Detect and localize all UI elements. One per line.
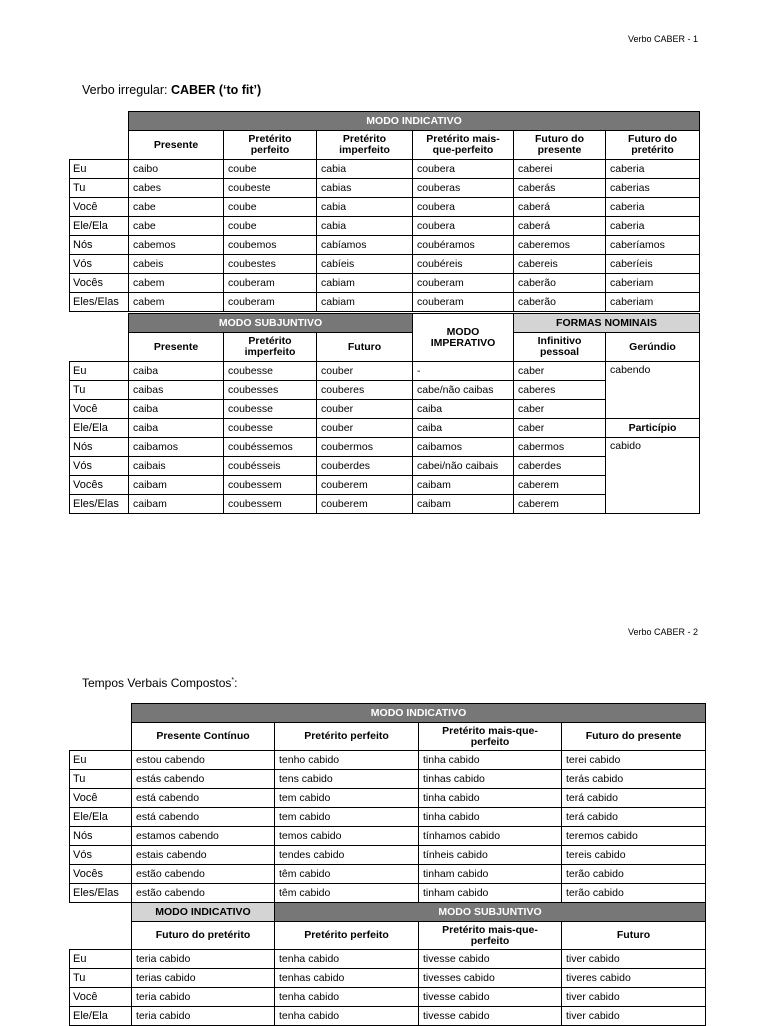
conjugation-cell: terão cabido xyxy=(562,884,706,903)
col-header: Pretérito imperfeito xyxy=(317,131,413,160)
person-label: Nós xyxy=(70,438,129,457)
conjugation-cell: coubéssemos xyxy=(224,438,317,457)
col-header: Pretérito mais-que-perfeito xyxy=(419,922,562,950)
modo-indicativo-header: MODO INDICATIVO xyxy=(129,112,700,131)
conjugation-cell: coubera xyxy=(413,160,514,179)
person-label: Eu xyxy=(70,751,132,770)
conjugation-cell: terá cabido xyxy=(562,808,706,827)
conjugation-cell: estais cabendo xyxy=(132,846,275,865)
conjugation-cell: tivesse cabido xyxy=(419,950,562,969)
conjugation-cell: teria cabido xyxy=(132,950,275,969)
conjugation-cell: caberemos xyxy=(514,236,606,255)
conjugation-cell: cabíeis xyxy=(317,255,413,274)
conjugation-cell: coubestes xyxy=(224,255,317,274)
col-header: Pretérito perfeito xyxy=(224,131,317,160)
col-header: Pretérito mais-que-perfeito xyxy=(413,131,514,160)
conjugation-cell: têm cabido xyxy=(275,884,419,903)
conjugation-cell: coube xyxy=(224,217,317,236)
conjugation-cell: terá cabido xyxy=(562,789,706,808)
conjugation-cell: tenha cabido xyxy=(275,988,419,1007)
col-header: Futuro xyxy=(317,333,413,362)
table-row xyxy=(70,789,706,808)
table-row xyxy=(70,770,706,789)
conjugation-cell: tenho cabido xyxy=(275,751,419,770)
conjugation-cell: cabermos xyxy=(514,438,606,457)
conjugation-cell: caibas xyxy=(129,381,224,400)
person-label: Tu xyxy=(70,179,129,198)
conjugation-cell: coubera xyxy=(413,217,514,236)
person-label: Você xyxy=(70,988,132,1007)
page-title-1 xyxy=(82,83,261,97)
table-row xyxy=(70,1007,706,1026)
conjugation-cell: caibais xyxy=(129,457,224,476)
conjugation-cell: têm cabido xyxy=(275,865,419,884)
person-label: Vocês xyxy=(70,476,129,495)
person-label: Tu xyxy=(70,770,132,789)
conjugation-cell: cabe/não caibas xyxy=(413,381,514,400)
conjugation-cell: - xyxy=(413,362,514,381)
person-label: Eles/Elas xyxy=(70,884,132,903)
conjugation-cell: coubesse xyxy=(224,400,317,419)
conjugation-cell: teria cabido xyxy=(132,1007,275,1026)
conjugation-cell: caberiam xyxy=(606,293,700,312)
conjugation-cell: caberes xyxy=(514,381,606,400)
conjugation-cell: caber xyxy=(514,400,606,419)
person-label: Vocês xyxy=(70,865,132,884)
conjugation-cell: coube xyxy=(224,160,317,179)
person-label: Vós xyxy=(70,457,129,476)
participio-value: cabido xyxy=(606,438,700,514)
conjugation-cell: tiver cabido xyxy=(562,1007,706,1026)
conjugation-cell: está cabendo xyxy=(132,808,275,827)
conjugation-cell: cabei/não caibais xyxy=(413,457,514,476)
conjugation-cell: cabereis xyxy=(514,255,606,274)
conjugation-cell: terei cabido xyxy=(562,751,706,770)
conjugation-cell: estou cabendo xyxy=(132,751,275,770)
modo-indicativo-header-2: MODO INDICATIVO xyxy=(132,903,275,922)
person-label: Tu xyxy=(70,381,129,400)
table-row xyxy=(70,438,700,457)
conjugation-cell: tiveres cabido xyxy=(562,969,706,988)
col-header: Futuro do pretérito xyxy=(132,922,275,950)
conjugation-cell: tinha cabido xyxy=(419,808,562,827)
conjugation-cell: tinha cabido xyxy=(419,789,562,808)
table-row xyxy=(70,198,700,217)
conjugation-cell: cabe xyxy=(129,217,224,236)
person-label: Ele/Ela xyxy=(70,217,129,236)
conjugation-cell: cabemos xyxy=(129,236,224,255)
conjugation-cell: cabiam xyxy=(317,293,413,312)
conjugation-cell: coubeste xyxy=(224,179,317,198)
heading-prefix: Verbo irregular: xyxy=(82,83,171,97)
person-label: Você xyxy=(70,789,132,808)
table-row xyxy=(70,381,700,400)
conjugation-cell: coubéreis xyxy=(413,255,514,274)
table-row xyxy=(70,846,706,865)
conjugation-cell: caibam xyxy=(129,495,224,514)
conjugation-cell: coubessem xyxy=(224,495,317,514)
conjugation-cell: estão cabendo xyxy=(132,865,275,884)
col-header: Pretérito perfeito xyxy=(275,922,419,950)
conjugation-cell: coubessem xyxy=(224,476,317,495)
modo-subjuntivo-header: MODO SUBJUNTIVO xyxy=(129,314,413,333)
heading-verb: CABER (‘to fit’) xyxy=(170,83,262,97)
conjugation-cell: caberíamos xyxy=(606,236,700,255)
conjugation-cell: tens cabido xyxy=(275,770,419,789)
conjugation-cell: caibam xyxy=(129,476,224,495)
conjugation-cell: cabem xyxy=(129,293,224,312)
table-row xyxy=(70,884,706,903)
conjugation-cell: cabeis xyxy=(129,255,224,274)
conjugation-cell: caibam xyxy=(413,476,514,495)
person-label: Eu xyxy=(70,160,129,179)
person-label: Ele/Ela xyxy=(70,1007,132,1026)
heading-text: Tempos Verbais Compostos xyxy=(82,676,232,690)
conjugation-cell: estão cabendo xyxy=(132,884,275,903)
conjugation-cell: tivesse cabido xyxy=(419,988,562,1007)
col-header: Pretérito perfeito xyxy=(275,723,419,751)
person-label: Tu xyxy=(70,969,132,988)
person-label: Vós xyxy=(70,846,132,865)
conjugation-cell: tínhamos cabido xyxy=(419,827,562,846)
conjugation-cell: caberão xyxy=(514,274,606,293)
page-label-2: Verbo CABER - 2 xyxy=(627,627,698,637)
conjugation-cell: coubesse xyxy=(224,362,317,381)
formas-nominais-header: FORMAS NOMINAIS xyxy=(514,314,700,333)
table-row xyxy=(70,865,706,884)
person-label: Você xyxy=(70,198,129,217)
conjugation-cell: caberás xyxy=(514,179,606,198)
col-header: Presente Contínuo xyxy=(132,723,275,751)
conjugation-cell: couberam xyxy=(413,293,514,312)
conjugation-cell: caberem xyxy=(514,476,606,495)
conjugation-cell: cabia xyxy=(317,160,413,179)
table-row xyxy=(70,808,706,827)
person-label: Eles/Elas xyxy=(70,293,129,312)
table-row xyxy=(70,495,700,514)
table-row xyxy=(70,160,700,179)
conjugation-cell: caberiam xyxy=(606,274,700,293)
conjugation-cell: couberem xyxy=(317,495,413,514)
col-header: Gerúndio xyxy=(606,333,700,362)
table-row xyxy=(70,827,706,846)
conjugation-cell: tem cabido xyxy=(275,789,419,808)
page-title-2 xyxy=(82,676,237,690)
person-label: Vós xyxy=(70,255,129,274)
modo-indicativo-header: MODO INDICATIVO xyxy=(132,704,706,723)
col-header: Pretérito mais-que-perfeito xyxy=(419,723,562,751)
table-row xyxy=(70,419,700,438)
conjugation-cell: cabe xyxy=(129,198,224,217)
table-row xyxy=(70,255,700,274)
conjugation-cell: caibo xyxy=(129,160,224,179)
conjugation-cell: cabiam xyxy=(317,274,413,293)
conjugation-cell: estamos cabendo xyxy=(132,827,275,846)
conjugation-cell: tinhas cabido xyxy=(419,770,562,789)
conjugation-cell: tiver cabido xyxy=(562,988,706,1007)
table-row xyxy=(70,988,706,1007)
conjugation-cell: couberas xyxy=(413,179,514,198)
conjugation-cell: coube xyxy=(224,198,317,217)
conjugation-cell: teremos cabido xyxy=(562,827,706,846)
heading-suffix: : xyxy=(234,676,238,690)
conjugation-cell: couber xyxy=(317,362,413,381)
conjugation-cell: tenha cabido xyxy=(275,1007,419,1026)
conjugation-cell: tivesses cabido xyxy=(419,969,562,988)
conjugation-cell: caberem xyxy=(514,495,606,514)
conjugation-cell: cabes xyxy=(129,179,224,198)
conjugation-cell: tenha cabido xyxy=(275,950,419,969)
conjugation-cell: caberei xyxy=(514,160,606,179)
footnote-mark: * xyxy=(231,677,235,684)
conjugation-cell: terão cabido xyxy=(562,865,706,884)
conjugation-cell: caberíeis xyxy=(606,255,700,274)
conjugation-cell: cabia xyxy=(317,217,413,236)
conjugation-cell: caberá xyxy=(514,198,606,217)
conjugation-cell: couberam xyxy=(413,274,514,293)
conjugation-cell: terás cabido xyxy=(562,770,706,789)
conjugation-cell: couberes xyxy=(317,381,413,400)
person-label: Vocês xyxy=(70,274,129,293)
conjugation-cell: tiver cabido xyxy=(562,950,706,969)
conjugation-cell: tivesse cabido xyxy=(419,1007,562,1026)
col-header: Presente xyxy=(129,131,224,160)
conjugation-cell: terias cabido xyxy=(132,969,275,988)
conjugation-cell: tenhas cabido xyxy=(275,969,419,988)
conjugation-cell: tereis cabido xyxy=(562,846,706,865)
conjugation-cell: teria cabido xyxy=(132,988,275,1007)
modo-subjuntivo-header: MODO SUBJUNTIVO xyxy=(275,903,706,922)
conjugation-cell: coubesses xyxy=(224,381,317,400)
conjugation-cell: coubermos xyxy=(317,438,413,457)
conjugation-cell: tínheis cabido xyxy=(419,846,562,865)
table-indicativo-1 xyxy=(69,111,700,312)
table-row xyxy=(70,950,706,969)
person-label: Nós xyxy=(70,236,129,255)
conjugation-cell: coubésseis xyxy=(224,457,317,476)
conjugation-cell: caberia xyxy=(606,160,700,179)
conjugation-cell: couberam xyxy=(224,293,317,312)
person-label: Eu xyxy=(70,950,132,969)
conjugation-cell: caiba xyxy=(129,419,224,438)
col-header: Futuro do presente xyxy=(562,723,706,751)
col-header: Futuro xyxy=(562,922,706,950)
table-row xyxy=(70,293,700,312)
table-subjuntivo-1 xyxy=(69,313,700,514)
conjugation-cell: tem cabido xyxy=(275,808,419,827)
person-label: Ele/Ela xyxy=(70,419,129,438)
conjugation-cell: caber xyxy=(514,419,606,438)
page-label-1: Verbo CABER - 1 xyxy=(627,34,698,44)
person-label: Eu xyxy=(70,362,129,381)
conjugation-cell: tinham cabido xyxy=(419,865,562,884)
col-header: Pretérito imperfeito xyxy=(224,333,317,362)
modo-imperativo-header: MODO IMPERATIVO xyxy=(413,314,514,362)
col-header: Futuro do presente xyxy=(514,131,606,160)
table-row xyxy=(70,217,700,236)
conjugation-cell: caibamos xyxy=(129,438,224,457)
conjugation-cell: estás cabendo xyxy=(132,770,275,789)
table-row xyxy=(70,457,700,476)
conjugation-cell: está cabendo xyxy=(132,789,275,808)
conjugation-cell: caber xyxy=(514,362,606,381)
conjugation-cell: caberá xyxy=(514,217,606,236)
conjugation-cell: couberdes xyxy=(317,457,413,476)
conjugation-cell: caibam xyxy=(413,495,514,514)
table-row xyxy=(70,969,706,988)
conjugation-cell: couber xyxy=(317,400,413,419)
conjugation-cell: caibamos xyxy=(413,438,514,457)
conjugation-cell: caberdes xyxy=(514,457,606,476)
table-row xyxy=(70,476,700,495)
conjugation-cell: tendes cabido xyxy=(275,846,419,865)
conjugation-cell: caberia xyxy=(606,217,700,236)
conjugation-cell: coubemos xyxy=(224,236,317,255)
col-header: Infinitivo pessoal xyxy=(514,333,606,362)
table-row xyxy=(70,274,700,293)
conjugation-cell: caberia xyxy=(606,198,700,217)
conjugation-cell: cabem xyxy=(129,274,224,293)
table-row xyxy=(70,400,700,419)
conjugation-cell: caiba xyxy=(413,400,514,419)
table-row xyxy=(70,236,700,255)
conjugation-cell: cabias xyxy=(317,179,413,198)
conjugation-cell: coubera xyxy=(413,198,514,217)
conjugation-cell: couber xyxy=(317,419,413,438)
conjugation-cell: couberem xyxy=(317,476,413,495)
col-header: Futuro do pretérito xyxy=(606,131,700,160)
conjugation-cell: coubéramos xyxy=(413,236,514,255)
conjugation-cell: temos cabido xyxy=(275,827,419,846)
conjugation-cell: caiba xyxy=(129,362,224,381)
conjugation-cell: caiba xyxy=(129,400,224,419)
table-row xyxy=(70,362,700,381)
col-header: Presente xyxy=(129,333,224,362)
conjugation-cell: couberam xyxy=(224,274,317,293)
person-label: Nós xyxy=(70,827,132,846)
conjugation-cell: caberão xyxy=(514,293,606,312)
conjugation-cell: tinham cabido xyxy=(419,884,562,903)
participio-label: Particípio xyxy=(606,419,700,438)
table-compostos xyxy=(69,703,706,1026)
gerundio-value: cabendo xyxy=(606,362,700,419)
conjugation-cell: caiba xyxy=(413,419,514,438)
conjugation-cell: cabia xyxy=(317,198,413,217)
conjugation-cell: tinha cabido xyxy=(419,751,562,770)
conjugation-cell: cabíamos xyxy=(317,236,413,255)
conjugation-cell: caberias xyxy=(606,179,700,198)
table-row xyxy=(70,179,700,198)
person-label: Ele/Ela xyxy=(70,808,132,827)
table-row xyxy=(70,751,706,770)
conjugation-cell: coubesse xyxy=(224,419,317,438)
person-label: Você xyxy=(70,400,129,419)
person-label: Eles/Elas xyxy=(70,495,129,514)
